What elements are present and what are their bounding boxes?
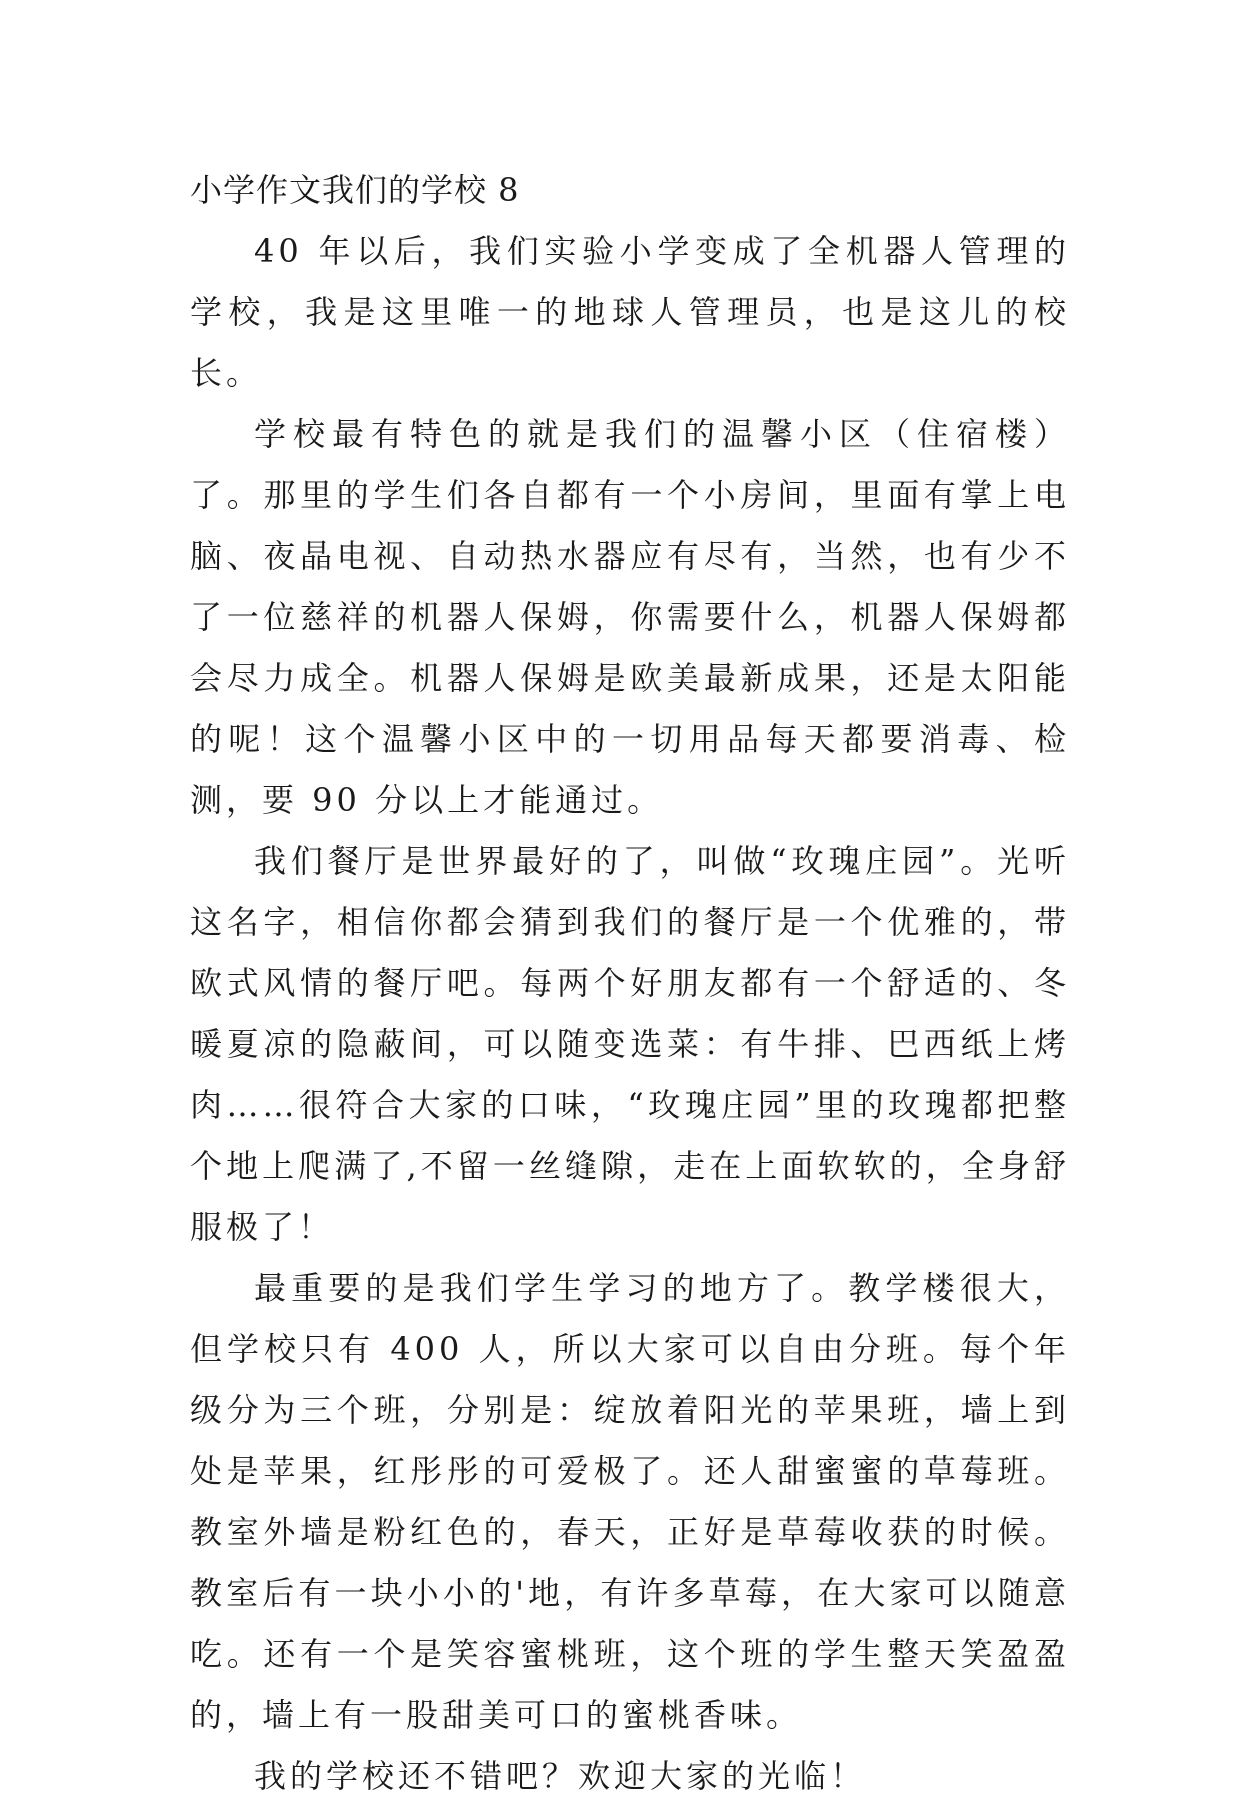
paragraph-1: 40 年以后，我们实验小学变成了全机器人管理的学校，我是这里唯一的地球人管理员，也是这儿的校长。 (190, 232, 1070, 392)
paragraph-4: 最重要的是我们学生学习的地方了。教学楼很大，但学校只有 400 人，所以大家可以自由分班。每个年级分为三个班，分别是：绽放着阳光的苹果班，墙上到处是苹果，红彤彤的可爱极了。还人甜蜜蜜的草莓班。教室外墙是粉红色的，春天，正好是草莓收获的时候。教室后有一块小小的'地，有许多草莓，在大家可以随意吃。还有一个是笑容蜜桃班，这个班的学生整天笑盈盈的，墙上有一股甜美可口的蜜桃香味。 (190, 1269, 1070, 1734)
paragraph-2: 学校最有特色的就是我们的温馨小区（住宿楼）了。那里的学生们各自都有一个小房间，里面有掌上电脑、夜晶电视、自动热水器应有尽有，当然，也有少不了一位慈祥的机器人保姆，你需要什么，机器人保姆都会尽力成全。机器人保姆是欧美最新成果，还是太阳能的呢！这个温馨小区中的一切用品每天都要消毒、检测，要 90 分以上才能通过。 (190, 415, 1070, 819)
paragraph-5: 我的学校还不错吧？欢迎大家的光临！ (254, 1757, 867, 1795)
paragraph-3: 我们餐厅是世界最好的了，叫做“玫瑰庄园”。光听这名字，相信你都会猜到我们的餐厅是一个优雅的，带欧式风情的餐厅吧。每两个好朋友都有一个舒适的、冬暖夏凉的隐蔽间，可以随变选菜：有牛排、巴西纸上烤肉……很符合大家的口味，“玫瑰庄园”里的玫瑰都把整个地上爬满了,不留一丝缝隙，走在上面软软的，全身舒服极了！ (190, 842, 1070, 1246)
essay-body (190, 160, 1070, 1807)
essay-title: 小学作文我们的学校 8 (190, 171, 520, 209)
